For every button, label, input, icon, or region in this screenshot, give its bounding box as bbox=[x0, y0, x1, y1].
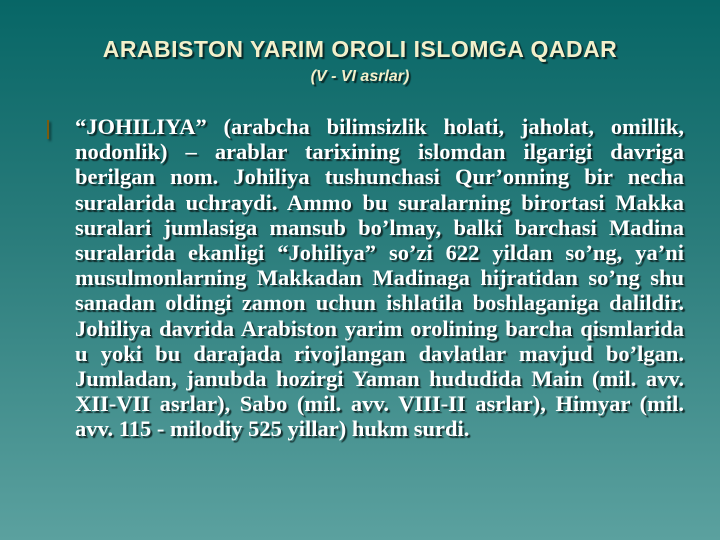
slide-subtitle: (V - VI asrlar) bbox=[310, 68, 410, 85]
bullet-column bbox=[44, 114, 75, 139]
diamond-bullet-icon bbox=[47, 120, 49, 139]
slide-header bbox=[0, 0, 720, 88]
bullet-paragraph: “JOHILIYA” (arabcha bilimsizlik holati, jaholat, omillik, nodonlik) – arablar tarixining islomdan ilgarigi davriga berilgan nom. Johiliya tushunchasi Qur’onning bir necha suralarida uchraydi. Ammo bu suralarning birortasi Makka suralari jumlasiga mansub bo’lmay, balki barchasi Madina suralarida ekanligi “Johiliya” so’zi 622 yildan so’ng, ya’ni musulmonlarning Makkadan Madinaga hijratidan so’ng shu sanadan oldingi zamon uchun ishlatila boshlaganiga dalildir. Johiliya davrida Arabiston yarim orolining barcha qismlarida u yoki bu darajada rivojlangan davlatlar mavjud bo’lgan. Jumladan, janubda hozirgi Yaman hududida Main (mil. avv. XII-VII asrlar), Sabo (mil. avv. VIII-II asrlar), Himyar (mil. avv. 115 - milodiy 525 yillar) hukm surdi. bbox=[75, 114, 684, 442]
slide-body bbox=[0, 114, 720, 442]
slide-title: ARABISTON YARIM OROLI ISLOMGA QADAR bbox=[102, 36, 618, 62]
